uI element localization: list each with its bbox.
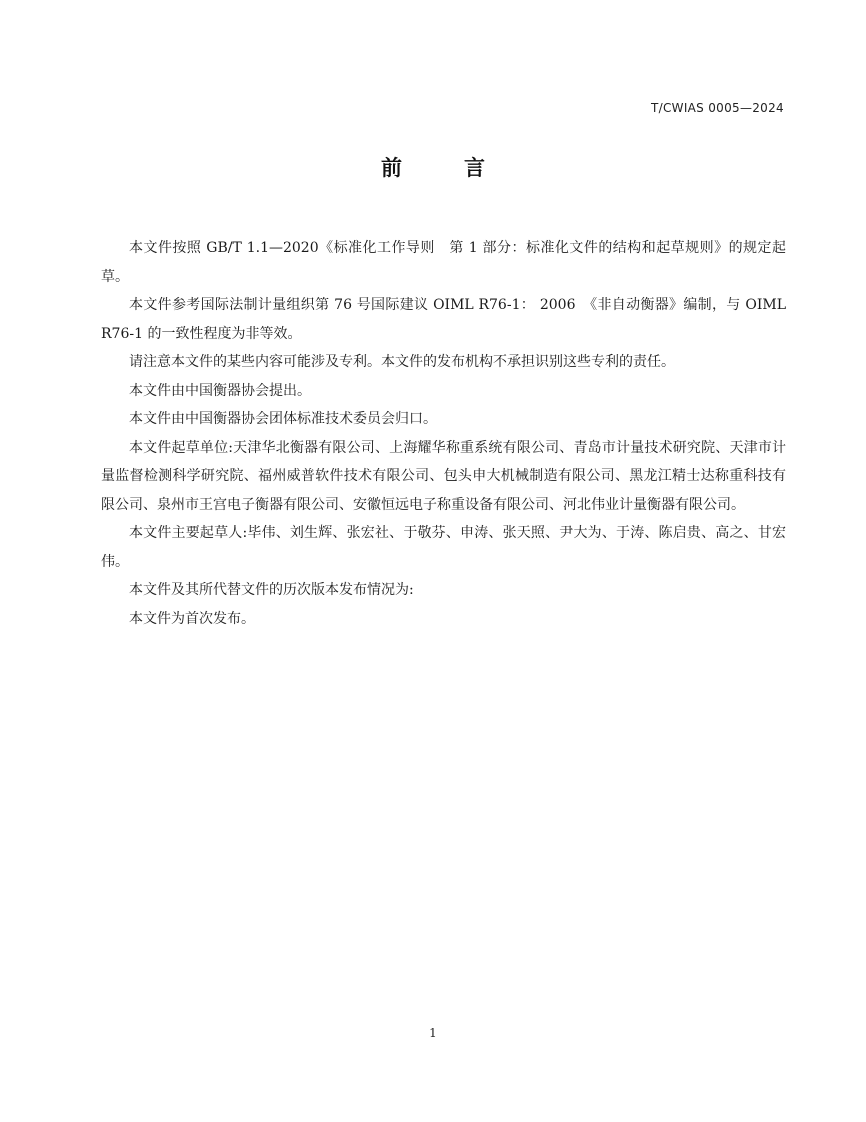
document-code: T/CWIAS 0005—2024 (651, 101, 784, 115)
paragraph-proposer: 本文件由中国衡器协会提出。 (129, 382, 311, 399)
paragraph-centralized: 本文件由中国衡器协会团体标准技术委员会归口。 (129, 411, 437, 427)
paragraph-drafting-rules: 本文件按照 GB/T 1.1—2020《标准化工作导则 第 1 部分：标准化文件的结构和起草规则》的规定起草。 (101, 240, 786, 285)
paragraph-first-release: 本文件为首次发布。 (129, 610, 255, 627)
page-number: 1 (429, 1026, 437, 1040)
title-char-1: 前 (381, 156, 402, 180)
paragraph-version-history: 本文件及其所代替文件的历次版本发布情况为: (129, 582, 414, 598)
page-title (0, 152, 866, 182)
paragraph-drafters: 本文件主要起草人:毕伟、刘生辉、张宏社、于敬芬、申涛、张天照、尹大为、于涛、陈启贵、高之、甘宏伟。 (101, 525, 786, 570)
paragraph-drafting-units: 本文件起草单位:天津华北衡器有限公司、上海耀华称重系统有限公司、青岛市计量技术研究院、天津市计量监督检测科学研究院、福州威普软件技术有限公司、包头申大机械制造有限公司、黑龙江精士达称重科技有限公司、泉州市王宫电子衡器有限公司、安徽恒远电子称重设备有限公司、河北伟业计量衡器有限公司。 (101, 439, 786, 513)
title-char-2: 言 (464, 156, 485, 180)
paragraph-patent-notice: 请注意本文件的某些内容可能涉及专利。本文件的发布机构不承担识别这些专利的责任。 (129, 354, 675, 370)
paragraph-oiml-reference: 本文件参考国际法制计量组织第 76 号国际建议 OIML R76-1： 2006 《非自动衡器》编制，与 OIML R76-1 的一致性程度为非等效。 (101, 297, 786, 342)
foreword-body (101, 234, 786, 633)
